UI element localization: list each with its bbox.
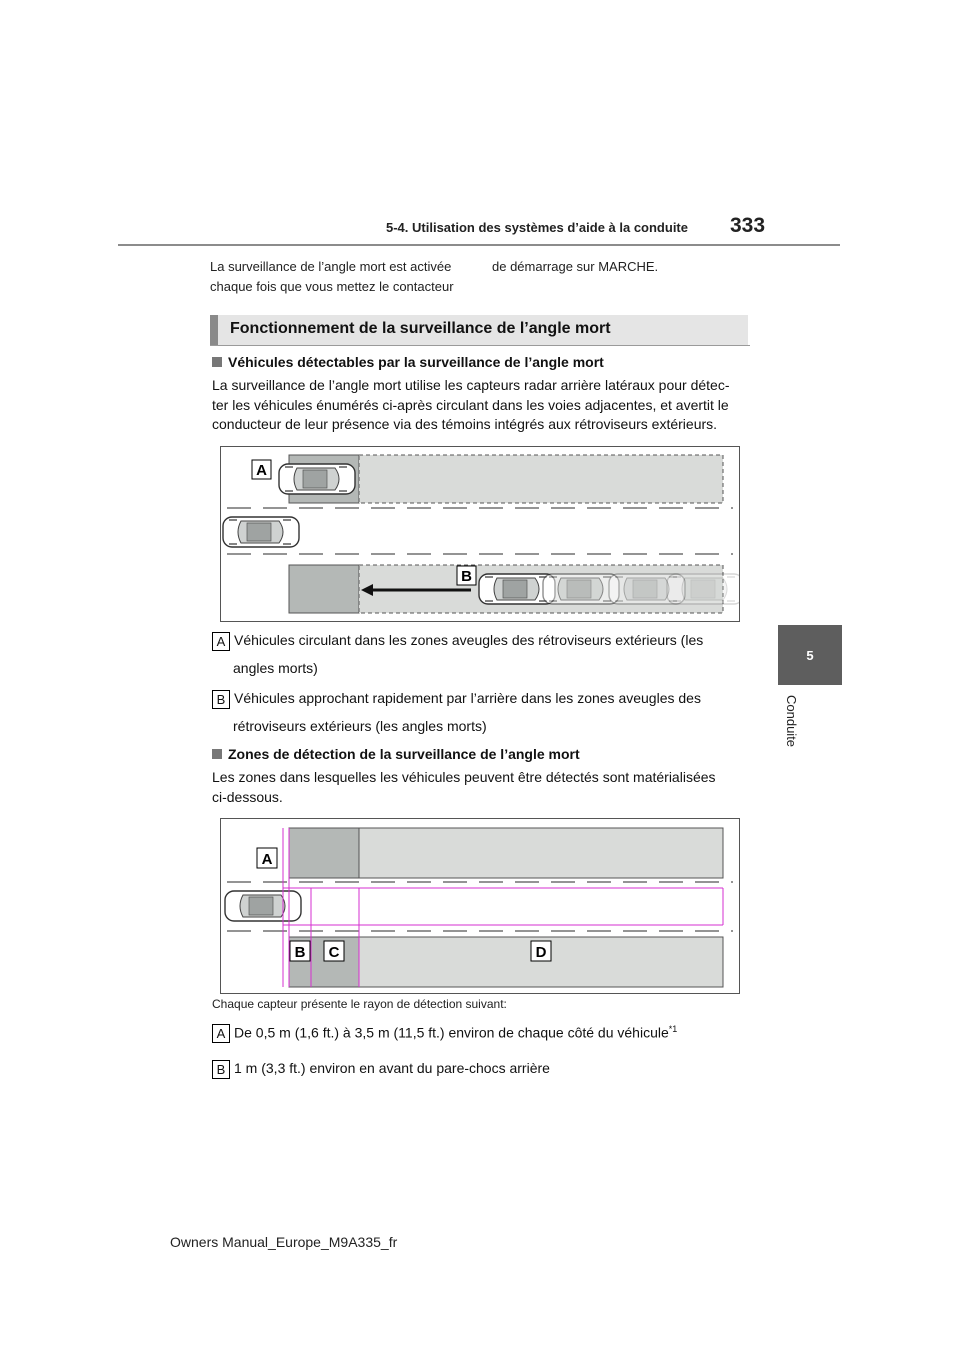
legend2-item-b — [212, 1060, 550, 1079]
zone-a-upper — [289, 828, 359, 878]
label-d: D — [535, 944, 547, 961]
label-a: A — [261, 851, 273, 868]
diagram-1-svg — [221, 447, 739, 621]
own-vehicle — [225, 891, 301, 921]
intro-left — [210, 257, 454, 297]
section-header: 5-4. Utilisation des systèmes d’aide à la conduite — [386, 220, 688, 235]
bullet-square-icon — [212, 357, 222, 367]
legend-key: A — [212, 1024, 230, 1043]
legend-item-b — [212, 690, 701, 709]
own-vehicle — [223, 517, 299, 547]
blind-spot-zone-lower — [289, 565, 359, 613]
chapter-tab[interactable] — [778, 625, 842, 685]
legend-item-a-cont: angles morts) — [233, 660, 318, 676]
approach-zone-upper — [359, 455, 723, 503]
footer-doc-id: Owners Manual_Europe_M9A335_fr — [170, 1234, 398, 1250]
diagram-2-svg — [221, 819, 739, 993]
approaching-car-ghost — [543, 574, 619, 604]
chapter-label-text: Conduite — [784, 695, 799, 748]
header-rule — [118, 244, 840, 246]
section-rule — [210, 345, 750, 346]
legend2-item-a — [212, 1024, 677, 1043]
legend-key: A — [212, 632, 230, 651]
subheading-zones — [212, 746, 580, 762]
legend-text: Véhicules circulant dans les zones aveugles des rétroviseurs extérieurs (les — [234, 632, 704, 649]
diagram-detection-zones — [220, 818, 740, 994]
chapter-number: 5 — [806, 647, 814, 663]
subheading-text: Véhicules détectables par la surveillance de l’angle mort — [228, 354, 604, 370]
car-in-blind-spot — [279, 464, 355, 494]
paragraph-zones — [212, 768, 716, 807]
section-title-box — [210, 315, 748, 345]
label-c: C — [328, 944, 340, 961]
paragraph-detectable — [212, 376, 729, 435]
approaching-car-ghost — [667, 574, 739, 604]
intro-line: chaque fois que vous mettez le contacteur — [210, 279, 454, 294]
page-number: 333 — [730, 214, 766, 237]
chapter-label — [776, 695, 816, 775]
intro-line: de démarrage sur MARCHE. — [492, 259, 659, 274]
lane-markings — [227, 882, 733, 931]
legend-item-a — [212, 632, 703, 651]
paragraph-line: conducteur de leur présence via des témoins intégrés aux rétroviseurs extérieurs. — [212, 416, 718, 432]
paragraph-line: ter les véhicules énumérés ci-après circulant dans les voies adjacentes, et avertit le — [212, 396, 729, 413]
paragraph-line: ci-dessous. — [212, 788, 283, 805]
subheading-text: Zones de détection de la surveillance de l’angle mort — [228, 746, 580, 762]
legend-text: Véhicules approchant rapidement par l’arrière dans les zones aveugles des — [234, 690, 701, 707]
intro-right — [492, 257, 658, 277]
section-title: Fonctionnement de la surveillance de l’angle mort — [230, 320, 611, 337]
caption: Chaque capteur présente le rayon de détection suivant: — [212, 997, 507, 1011]
paragraph-line: Les zones dans lesquelles les véhicules peuvent être détectés sont matérialisées — [212, 769, 716, 785]
legend-text: De 0,5 m (1,6 ft.) à 3,5 m (11,5 ft.) environ de chaque côté du véhicule — [234, 1024, 669, 1041]
legend-key: B — [212, 1060, 230, 1079]
label-a: A — [256, 462, 267, 479]
legend-key: B — [212, 690, 230, 709]
label-b: B — [294, 944, 306, 961]
intro-line: La surveillance de l’angle mort est activée — [210, 259, 452, 274]
legend-item-b-cont: rétroviseurs extérieurs (les angles morts) — [233, 718, 487, 734]
lane-markings — [227, 508, 733, 554]
subheading-detectable — [212, 354, 604, 370]
diagram-detectable-vehicles — [220, 446, 740, 622]
legend-text: 1 m (3,3 ft.) environ en avant du pare-chocs arrière — [234, 1060, 550, 1077]
paragraph-line: La surveillance de l’angle mort utilise les capteurs radar arrière latéraux pour détec- — [212, 377, 730, 393]
bullet-square-icon — [212, 749, 222, 759]
footnote-ref: *1 — [668, 1024, 678, 1034]
label-b: B — [461, 568, 472, 585]
zone-d-upper — [359, 828, 723, 878]
